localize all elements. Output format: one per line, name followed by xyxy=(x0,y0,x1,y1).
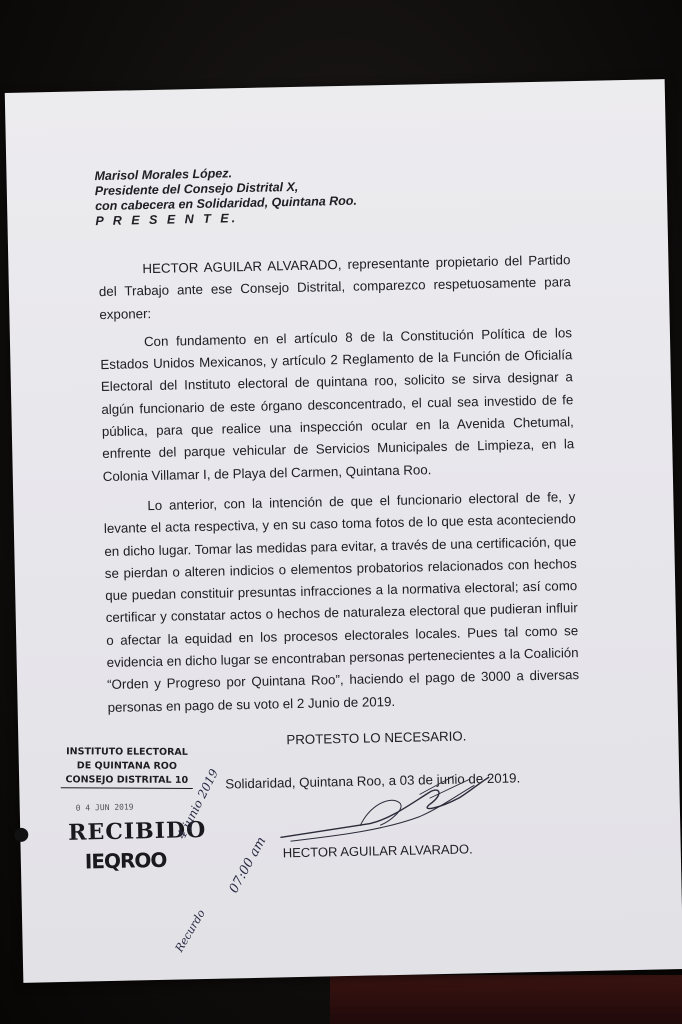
stamp-recibido: RECIBIDO xyxy=(67,816,207,846)
stamp-line-1: INSTITUTO ELECTORAL xyxy=(66,746,188,758)
handwritten-received: Recurdo xyxy=(172,907,208,955)
handwritten-date: 4 junio 2019 xyxy=(174,766,222,841)
intro-name: HECTOR AGUILAR ALVARADO xyxy=(142,257,338,277)
stamp-date: 0 4 JUN 2019 xyxy=(75,802,134,813)
letter-body xyxy=(98,249,580,727)
background-fabric xyxy=(330,975,682,1024)
intro-rest: , representante propietario del Partido del Trabajo ante ese Consejo Distrital, comparezco respetuosamente para exponer: xyxy=(98,252,571,322)
closing-protesto: PROTESTO LO NECESARIO. xyxy=(286,728,467,748)
handwritten-time: 07:00 am xyxy=(226,834,270,896)
paragraph-request: Con fundamento en el artículo 8 de la Constitución Política de los Estados Unidos Mexicanos, y artículo 2 Reglamento de la Función de Oficialía Electoral del Instituto electoral de quintana roo, solicito se sirva designar a algún funcionario de este órgano desconcentrado, el cual sea investido de fe pública, para que realice una inspección ocular en la Avenida Chetumal, enfrente del parque vehicular de Servicios Municipales de Limpieza, en la Colonia Villamar I, de Playa del Carmen, Quintana Roo. xyxy=(100,325,575,484)
stamp-line-2: DE QUINTANA ROO xyxy=(76,760,177,772)
closing-place-date: Solidaridad, Quintana Roo, a 03 de junio de 2019. xyxy=(225,770,521,792)
addressee-present: P R E S E N T E. xyxy=(95,211,239,229)
addressee-name: Marisol Morales López. xyxy=(94,166,233,184)
addressee-title: Presidente del Consejo Distrital X, xyxy=(94,179,299,199)
signer-name: HECTOR AGUILAR ALVARADO. xyxy=(282,841,473,861)
paragraph-justification: Lo anterior, con la intención de que el funcionario electoral de fe, y levante el acta respectiva, y en su caso toma fotos de lo que esta aconteciendo en dicho lugar. Tomar las medidas para evitar, a través de una certificación, que se pierdan o alteren indicios o elementos probatorios relacionados con hechos que puedan constituir presuntas infracciones a la normativa electoral; así como certificar y constatar actos o hechos de naturaleza electoral que pudieran influir o afectar la equidad en los procesos electorales locales. Pues tal como se evidencia en dicho lugar se encontraban personas pertenecientes a la Coalición “Orden y Progreso por Quintana Roo”, haciendo el pago de 3000 a diversas personas en pago de su voto el 2 Junio de 2019. xyxy=(103,489,580,715)
paragraph-intro xyxy=(98,249,571,326)
addressee-seat: con cabecera en Solidaridad, Quintana Roo. xyxy=(94,193,358,214)
stamp-logo: IEQROO xyxy=(84,847,167,874)
institution-stamp xyxy=(61,745,193,789)
stamp-line-3: CONSEJO DISTRITAL 10 xyxy=(61,773,193,789)
document-page xyxy=(5,79,682,983)
punch-hole xyxy=(14,828,28,842)
addressee-block xyxy=(94,164,357,229)
